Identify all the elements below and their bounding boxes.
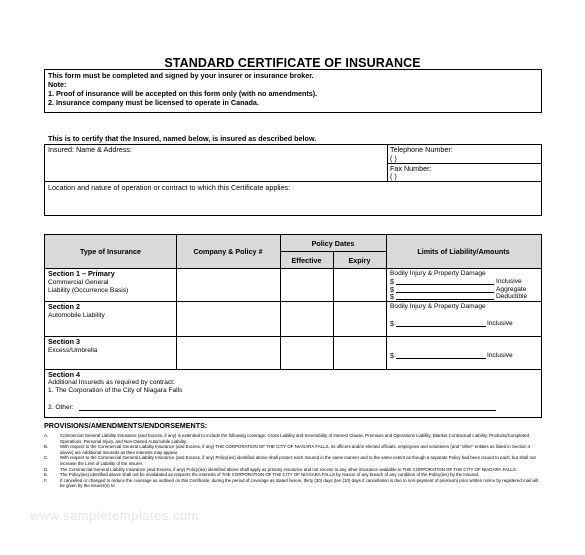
provision-key: D. [44, 466, 49, 472]
amount-field[interactable] [396, 284, 494, 285]
divider [45, 336, 541, 337]
section-1-title: Section 1 – Primary [48, 269, 115, 278]
fax-label: Fax Number: [390, 164, 432, 173]
section-2-desc: Automobile Liability [48, 312, 105, 319]
section-3-title: Section 3 [48, 337, 80, 346]
other-field[interactable] [79, 410, 496, 411]
divider [280, 251, 386, 252]
watermark-text: www.sampletemplates.com [30, 508, 199, 523]
provision-key: B. [44, 444, 49, 450]
amount-field[interactable] [396, 299, 494, 300]
provision-item [44, 455, 540, 466]
limit-aggregate: Aggregate [496, 286, 527, 293]
provision-item [44, 444, 540, 455]
provisions-heading: PROVISIONS/AMENDMENTS/ENDORSEMENTS: [44, 421, 208, 430]
note-1: 1. Proof of insurance will be accepted on this form only (with no amendments). [48, 89, 318, 98]
provision-key: E. [44, 472, 49, 478]
header-company: Company & Policy # [193, 247, 263, 256]
divider [45, 181, 541, 182]
limit-deductible: Deductible [496, 293, 528, 300]
section-2-limit-title: Bodily Injury & Property Damage [390, 303, 486, 310]
section-1-limit-title: Bodily Injury & Property Damage [390, 270, 486, 277]
provision-text: With respect to the Commercial General Liability Insurance (and Excess, if any) THE CORPORATION OF THE CITY OF NIAGARA FALLS, its officers and/or elected officials, employees and volunteers (and "other" entities as listed in Section 4 above) are Additional Insureds as their interests may appear. [60, 444, 531, 455]
section-1-desc: Liability (Occurrence Basis) [48, 287, 129, 294]
insurance-table [44, 234, 542, 418]
amount-field[interactable] [396, 326, 486, 327]
provision-key: C. [44, 455, 49, 461]
provision-item [44, 433, 540, 444]
note-label: Note: [48, 80, 67, 89]
header-type: Type of Insurance [80, 247, 141, 256]
amount-field[interactable] [396, 292, 494, 293]
limit-inclusive: Inclusive [496, 278, 522, 285]
limit-inclusive: Inclusive [487, 352, 513, 359]
provision-key: A. [44, 433, 49, 438]
provision-key: F. [44, 477, 48, 483]
provision-text: The Policy(ies) identified above shall not be invalidated as respects the interests of THE CORPORATION OF THE CITY OF NIAGARA FALLS by reason of any breach of any condition of the Policy(ies) by the Insured. [60, 472, 480, 478]
intro-box [44, 69, 542, 113]
insured-name-label: Insured: Name & Address: [48, 145, 132, 154]
provisions-list [44, 433, 540, 489]
amount-field[interactable] [396, 358, 486, 359]
provision-text: With respect to the Commercial General Liability Insurance (and Excess, if any) Policy(ies) identified above shall protect each Insured in the same manner and to the same extent as though a separate Policy had been issued to each, but shall not increase the Limit of Liability of the Insurer. [60, 455, 536, 466]
dollar-sign: $ [390, 351, 394, 360]
dollar-sign: $ [390, 277, 394, 286]
section-4-item-1: 1. The Corporation of the City of Niagara Falls [48, 387, 183, 394]
section-4-item-2: 2. Other: [48, 404, 74, 411]
section-3-desc: Excess/Umbrella [48, 347, 98, 354]
header-expiry: Expiry [348, 256, 371, 265]
header-limits: Limits of Liability/Amounts [417, 247, 510, 256]
location-label: Location and nature of operation or contract to which this Certificate applies: [48, 183, 291, 192]
header-effective: Effective [291, 256, 322, 265]
section-2-title: Section 2 [48, 302, 80, 311]
fax-field[interactable]: ( ) [390, 172, 397, 181]
section-4-line: Additional Insureds as required by contract: [48, 379, 175, 386]
provision-text: The Commercial General Liability Insurance (and Excess, if any) Policy(ies) identified above shall apply as primary insurance and not excess to any other insurance available to THE CORPORATION OF THE CITY OF NIAGARA FALLS. [60, 466, 517, 472]
dollar-sign: $ [390, 319, 394, 328]
section-4-title: Section 4 [48, 370, 80, 379]
provision-text: Commercial General Liability Insurance (and Excess, if any) is extended to include the following coverage: Cross Liability and Severability of Interest Clause, Premises and Operations Liability, Blanket Contractual Liability, Products/Completed Operations, Personal Injury, and Non-Owned Automobile Liability. [60, 433, 529, 444]
provision-item [44, 478, 540, 489]
limit-inclusive: Inclusive [487, 320, 513, 327]
header-policy-dates: Policy Dates [311, 239, 355, 248]
section-1-desc: Commercial General [48, 279, 109, 286]
intro-line: This form must be completed and signed by your insurer or insurance broker. [48, 71, 314, 80]
provision-text: If cancelled or changed to reduce the coverage as outlined on this Certificate, during the period of coverage as stated herein, thirty (30) days (ten (10) days if cancellation is due to non-payment of premium) prior written notice by registered mail will be given by the insurer(s) to: [60, 477, 539, 489]
dollar-sign: $ [390, 285, 394, 294]
divider [45, 369, 541, 370]
note-2: 2. Insurance company must be licensed to operate in Canada. [48, 98, 259, 107]
dollar-sign: $ [390, 292, 394, 301]
document-title: STANDARD CERTIFICATE OF INSURANCE [164, 56, 421, 70]
insured-box [44, 144, 542, 216]
telephone-label: Telephone Number: [390, 145, 453, 154]
telephone-field[interactable]: ( ) [390, 154, 397, 163]
certify-text: This is to certify that the Insured, named below, is insured as described below. [48, 134, 317, 143]
